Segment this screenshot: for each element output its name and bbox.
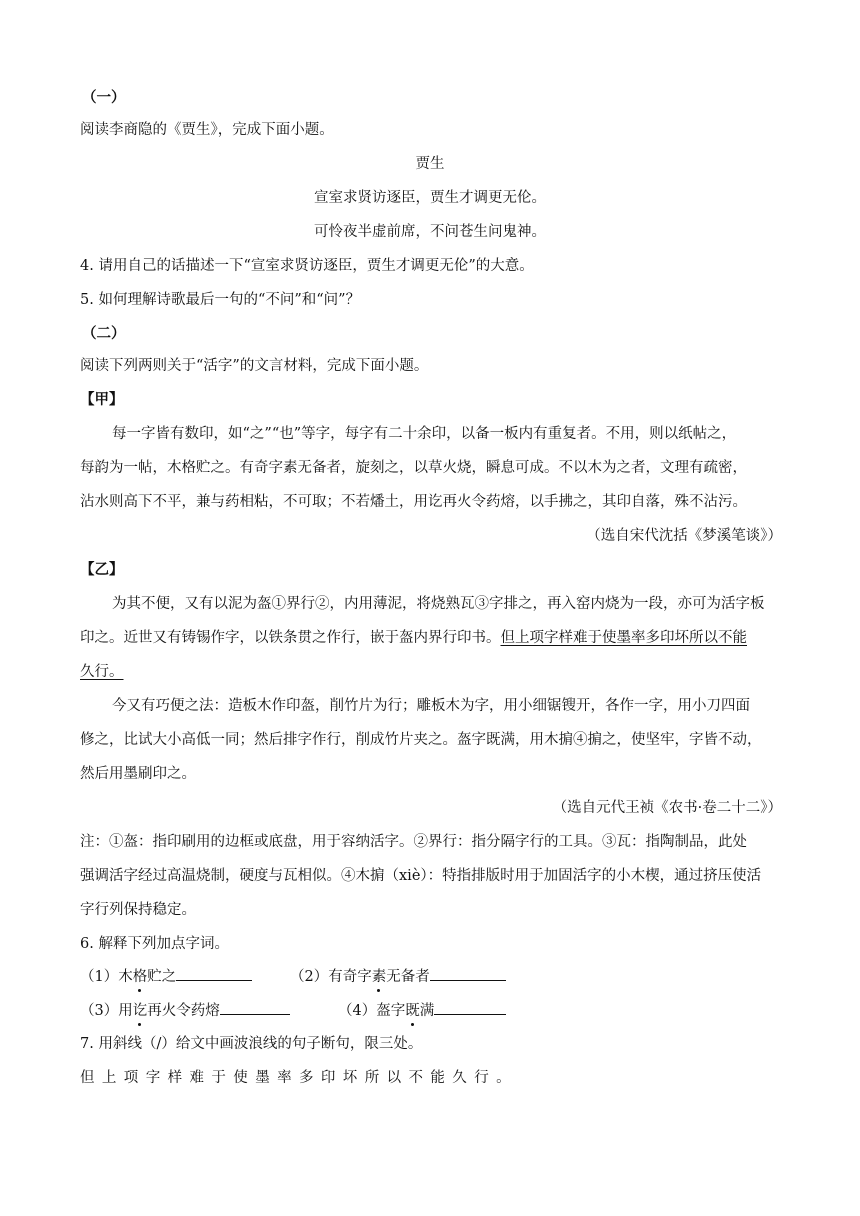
poem-line-2: 可怜夜半虚前席，不问苍生问鬼神。 — [314, 224, 546, 240]
item-text: 用 — [118, 1003, 133, 1019]
dotted-character: 格 — [132, 969, 148, 985]
passage-yi-line-6: 然后用墨刷印之。 — [80, 766, 196, 782]
passage-yi-line-3 — [80, 662, 124, 682]
passage-yi-line-4: 今又有巧便之法：造板木作印盔，削竹片为行；雕板木为字，用小细锯锼开，各作一字，用小刀四面 — [112, 698, 750, 714]
item-text: 贮之 — [147, 969, 177, 985]
poem-title: 贾生 — [415, 156, 445, 172]
item-number: （1） — [80, 969, 119, 985]
question-7-sentence: 但上项字样难于使墨率多印坏所以不能久行。 — [80, 1070, 518, 1086]
question-6-item-4 — [338, 1000, 506, 1021]
section-two-heading: （二） — [82, 325, 126, 342]
question-6-prompt: 6. 解释下列加点字词。 — [80, 936, 229, 952]
item-number: （3） — [80, 1003, 119, 1019]
passage-yi-line-2 — [80, 628, 747, 648]
section-one-heading: （一） — [82, 89, 126, 106]
dotted-character: 既 — [405, 1003, 420, 1019]
item-text: 盔字 — [376, 1003, 406, 1019]
question-6-item-3 — [80, 1000, 290, 1021]
item-number: （4） — [338, 1003, 377, 1019]
wavy-underlined-sentence-part-1: 但上项字样难于使墨率多印坏所以不能 — [500, 630, 747, 646]
wavy-underlined-sentence-part-2: 久行。 — [80, 664, 124, 680]
item-text: 木 — [118, 969, 133, 985]
section-two-instruction: 阅读下列两则关于“活字”的文言材料，完成下面小题。 — [80, 358, 429, 374]
question-5: 5. 如何理解诗歌最后一句的“不问”和“问”？ — [80, 292, 361, 308]
answer-blank[interactable] — [430, 966, 506, 981]
answer-blank[interactable] — [434, 1000, 506, 1015]
poem-line-1: 宣室求贤访逐臣，贾生才调更无伦。 — [314, 190, 546, 206]
dotted-character: 素 — [371, 969, 387, 985]
item-number: （2） — [290, 969, 329, 985]
question-4: 4. 请用自己的话描述一下“宣室求贤访逐臣，贾生才调更无伦”的大意。 — [80, 258, 534, 274]
passage-yi-line-1: 为其不便，又有以泥为盔①界行②，内用薄泥，将烧熟瓦③字排之，再入窑内烧为一段，亦可为活字板 — [112, 596, 765, 612]
notes-line-2: 强调活字经过高温烧制，硬度与瓦相似。④木掮（xiè）：特指排版时用于加固活字的小木楔，通过挤压使活 — [80, 868, 762, 884]
passage-jia-source: （选自宋代沈括《梦溪笔谈》） — [586, 528, 782, 544]
question-7-prompt: 7. 用斜线（/）给文中画波浪线的句子断句，限三处。 — [80, 1036, 423, 1052]
passage-jia-line-3: 沾水则高下不平，兼与药相粘，不可取；不若燔土，用讫再火令药熔，以手拂之，其印自落，殊不沾污。 — [80, 494, 747, 510]
passage-jia-label: 【甲】 — [80, 391, 124, 408]
dotted-character: 讫 — [132, 1003, 148, 1019]
passage-jia-line-2: 每韵为一帖，木格贮之。有奇字素无备者，旋刻之，以草火烧，瞬息可成。不以木为之者，文理有疏密， — [80, 460, 747, 476]
passage-yi-line-5: 修之，比试大小高低一同；然后排字作行，削成竹片夹之。盔字既满，用木掮④掮之，使坚牢，字皆不动， — [80, 732, 762, 748]
question-6-item-2 — [290, 966, 506, 987]
item-text: 无备者 — [386, 969, 430, 985]
item-text: 再火令药熔 — [147, 1003, 220, 1019]
item-text: 满 — [419, 1003, 435, 1019]
passage-yi-source: （选自元代王祯《农书·卷二十二》） — [552, 800, 782, 816]
answer-blank[interactable] — [176, 966, 252, 981]
answer-blank[interactable] — [220, 1000, 290, 1015]
passage-jia-line-1: 每一字皆有数印，如“之”“也”等字，每字有二十余印，以备一板内有重复者。不用，则以纸帖之， — [112, 426, 737, 442]
passage-yi-line-2-text: 印之。近世又有铸锡作字，以铁条贯之作行，嵌于盔内界行印书。 — [80, 630, 501, 646]
section-one-instruction: 阅读李商隐的《贾生》，完成下面小题。 — [80, 122, 334, 138]
question-6-item-1 — [80, 966, 252, 987]
notes-line-1: 注：①盔：指印刷用的边框或底盘，用于容纳活字。②界行：指分隔字行的工具。③瓦：指陶制品，此处 — [80, 834, 747, 850]
item-text: 有奇字 — [328, 969, 372, 985]
notes-line-3: 字行列保持稳定。 — [80, 902, 196, 918]
passage-yi-label: 【乙】 — [80, 561, 124, 578]
